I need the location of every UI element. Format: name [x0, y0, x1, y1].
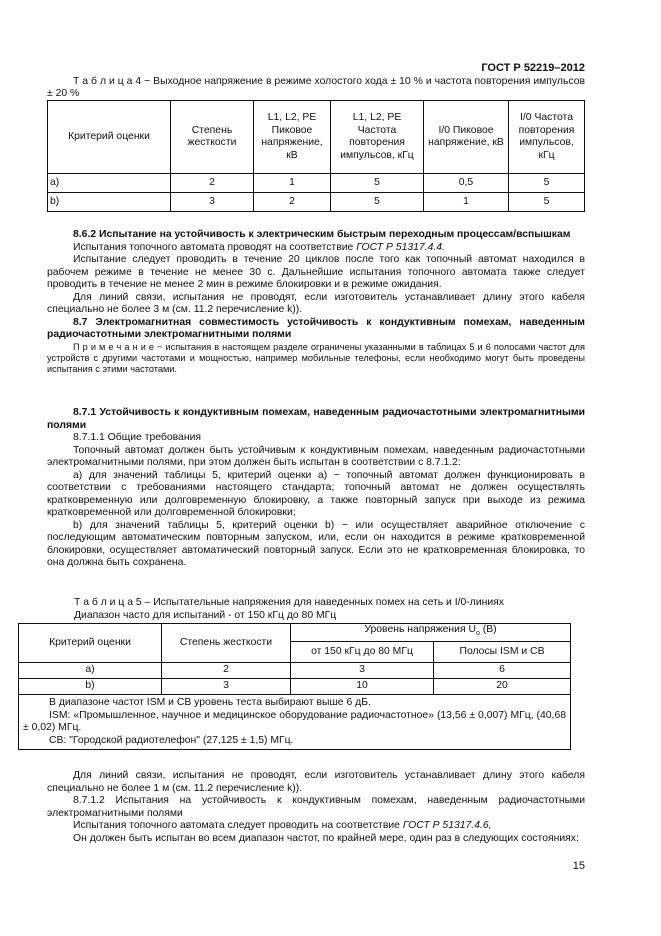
table5-cell: 3: [162, 679, 291, 695]
table5-notes-cell: [19, 695, 571, 750]
table4: [47, 100, 585, 212]
table4-header-cell: Степень жесткости: [171, 101, 254, 174]
section-8-6-2-p1: [47, 242, 585, 255]
table-row: [48, 174, 585, 193]
table4-cell: b): [48, 193, 171, 212]
section-8-7-1-p1: Топочный автомат должен быть устойчивым к кондуктивным помехам, наведенным радиочастотными электромагнитными полями, при этом должен быть испытан в соответствии с 8.7.1.2:: [47, 444, 585, 468]
table-row: [19, 663, 571, 679]
section-8-6-2-p3: Для линий связи, испытания не проводят, если изготовитель устанавливает длину этого кабеля специально не более 3 м (см. 11.2 перечисление k)).: [47, 291, 585, 315]
level-unit: (В): [479, 624, 497, 636]
table5-header-cell: [291, 624, 571, 642]
table4-cell: 2: [254, 193, 331, 212]
after-p1: Для линий связи, испытания не проводят, если изготовитель устанавливает длину этого кабеля специально не более 1 м (см. 11.2 перечисление k)).: [47, 770, 585, 794]
after-p4: Он должен быть испытан во всем диапазон частот, по крайней мере, один раз в следующих состояниях:: [73, 832, 579, 844]
table4-cell: 5: [509, 174, 585, 193]
table5-caption: Т а б л и ц а 5 – Испытательные напряжения для наведенных помех на сеть и I/0-линиях: [74, 597, 504, 608]
table4-header-cell: L1, L2, PE Пиковое напряжение, кВ: [254, 101, 331, 174]
table5-header-cell: Критерий оценки: [19, 624, 162, 663]
p1-text: Испытания топочного автомата проводят на соответствие: [73, 241, 357, 253]
page-number: 15: [572, 860, 585, 872]
table4-cell: 1: [424, 193, 509, 212]
section-8-6-2-p2: Испытание следует проводить в течение 20 циклов после того как топочный автомат находился в рабочем режиме в течение не менее 30 с. Дальнейшие испытания топочного автомата также следует проводить в течение не менее 2 мин в режиме блокировки и в режиме ожидания.: [47, 254, 585, 290]
table4-header-row: [48, 101, 585, 174]
table4-cell: 0,5: [424, 174, 509, 193]
table4-header-cell: I/0 Пиковое напряжение, кВ: [424, 101, 509, 174]
section-8-7-1-1-title: 8.7.1.1 Общие требования: [73, 432, 201, 443]
standard-reference: ГОСТ Р 51317.4.6,: [402, 820, 492, 831]
section-8-7-title: 8.7 Электромагнитная совместимость устойчивость к кондуктивным помехам, наведенным радиочастотными электромагнитными полями: [47, 316, 585, 340]
p3-text: Испытания топочного автомата следует проводить на соответствие: [73, 820, 403, 831]
section-8-7-1-p2: a) для значений таблицы 5, критерий оценки a) − топочный автомат должен функционировать в соответствии с требованиями настоящего стандарта; топочный автомат не должен осуществлять кратковременную или долговременную блокировку, а также повторный запуск при выходе из режима кратковременной или долговременной блокировки;: [47, 469, 585, 518]
table5-header-row: [19, 624, 571, 642]
table4-cell: 3: [171, 193, 254, 212]
table5-note: CB: "Городской радиотелефон" (27,125 ± 1,5) МГц.: [49, 734, 294, 746]
level-subscript: o: [475, 630, 480, 638]
table5-header-cell: Полосы ISM и CB: [434, 642, 571, 663]
table4-caption: Т а б л и ц а 4 − Выходное напряжение в режиме холостого хода ± 10 % и частота повторения импульсов ± 20 %: [47, 76, 585, 99]
table4-cell: 5: [331, 193, 424, 212]
table5-notes-row: [19, 695, 571, 750]
table5-note: ISM: «Промышленное, научное и медицинское оборудование радиочастотное» (13,56 ± 0,007) МГц, (40,68 ± 0,02) МГц.: [23, 709, 566, 733]
table5: [18, 623, 571, 750]
table5-cell: 10: [291, 679, 434, 695]
table4-cell: 5: [331, 174, 424, 193]
table5-cell: 2: [162, 663, 291, 679]
table5-cell: 20: [434, 679, 571, 695]
table4-cell: a): [48, 174, 171, 193]
table5-note: В диапазоне частот ISM и CB уровень теста выбирают выше 6 дБ.: [49, 697, 371, 708]
section-8-7-1-p3: b) для значений таблицы 5, критерий оценки b) − или осуществляет аварийное отключение с последующим автоматическим повторным запуском, или, если он находится в режиме кратковременной блокировки, осуществляет автоматический повторный запуск. Если это не кратковременная блокировка, то она должна быть сохранена.: [47, 519, 585, 568]
table4-cell: 2: [171, 174, 254, 193]
table5-cell: 3: [291, 663, 434, 679]
table5-header-cell: Степень жесткости: [162, 624, 291, 663]
standard-reference: ГОСТ Р 51317.4.4.: [356, 241, 445, 253]
table5-cell: 6: [434, 663, 571, 679]
section-8-7-note: П р и м е ч а н и е − испытания в настоящем разделе ограничены указанными в таблицах 5 и 6 полосами частот для устройств с другими частотами и мощностью, например мобильные телефоны, если необходимо могут быть проведены испытания с этими частотами.: [47, 341, 585, 374]
table-row: [19, 679, 571, 695]
table4-header-cell: Критерий оценки: [48, 101, 171, 174]
table4-cell: 1: [254, 174, 331, 193]
table5-header-cell: от 150 кГц до 80 МГц: [291, 642, 434, 663]
page-header-standard: ГОСТ Р 52219–2012: [481, 62, 585, 74]
table4-cell: 5: [509, 193, 585, 212]
table4-header-cell: L1, L2, PE Частота повторения импульсов, кГц: [331, 101, 424, 174]
table5-cell: a): [19, 663, 162, 679]
section-8-7-1-title: 8.7.1 Устойчивость к кондуктивным помехам, наведенным радиочастотными электромагнитными полями: [47, 407, 585, 431]
level-label: Уровень напряжения U: [364, 624, 476, 636]
table4-header-cell: I/0 Частота повторения импульсов, кГц: [509, 101, 585, 174]
table-row: [48, 193, 585, 212]
table5-caption-range: Диапазон часто для испытаний - от 150 кГц до 80 МГц: [74, 609, 337, 621]
after-p3: [47, 820, 585, 833]
section-8-7-1-2-title: 8.7.1.2 Испытания на устойчивость к кондуктивным помехам, наведенным радиочастотными электромагнитными полями: [47, 795, 585, 819]
table5-cell: b): [19, 679, 162, 695]
section-8-6-2-title: 8.6.2 Испытание на устойчивость к электрическим быстрым переходным процессам/вспышкам: [73, 229, 571, 240]
